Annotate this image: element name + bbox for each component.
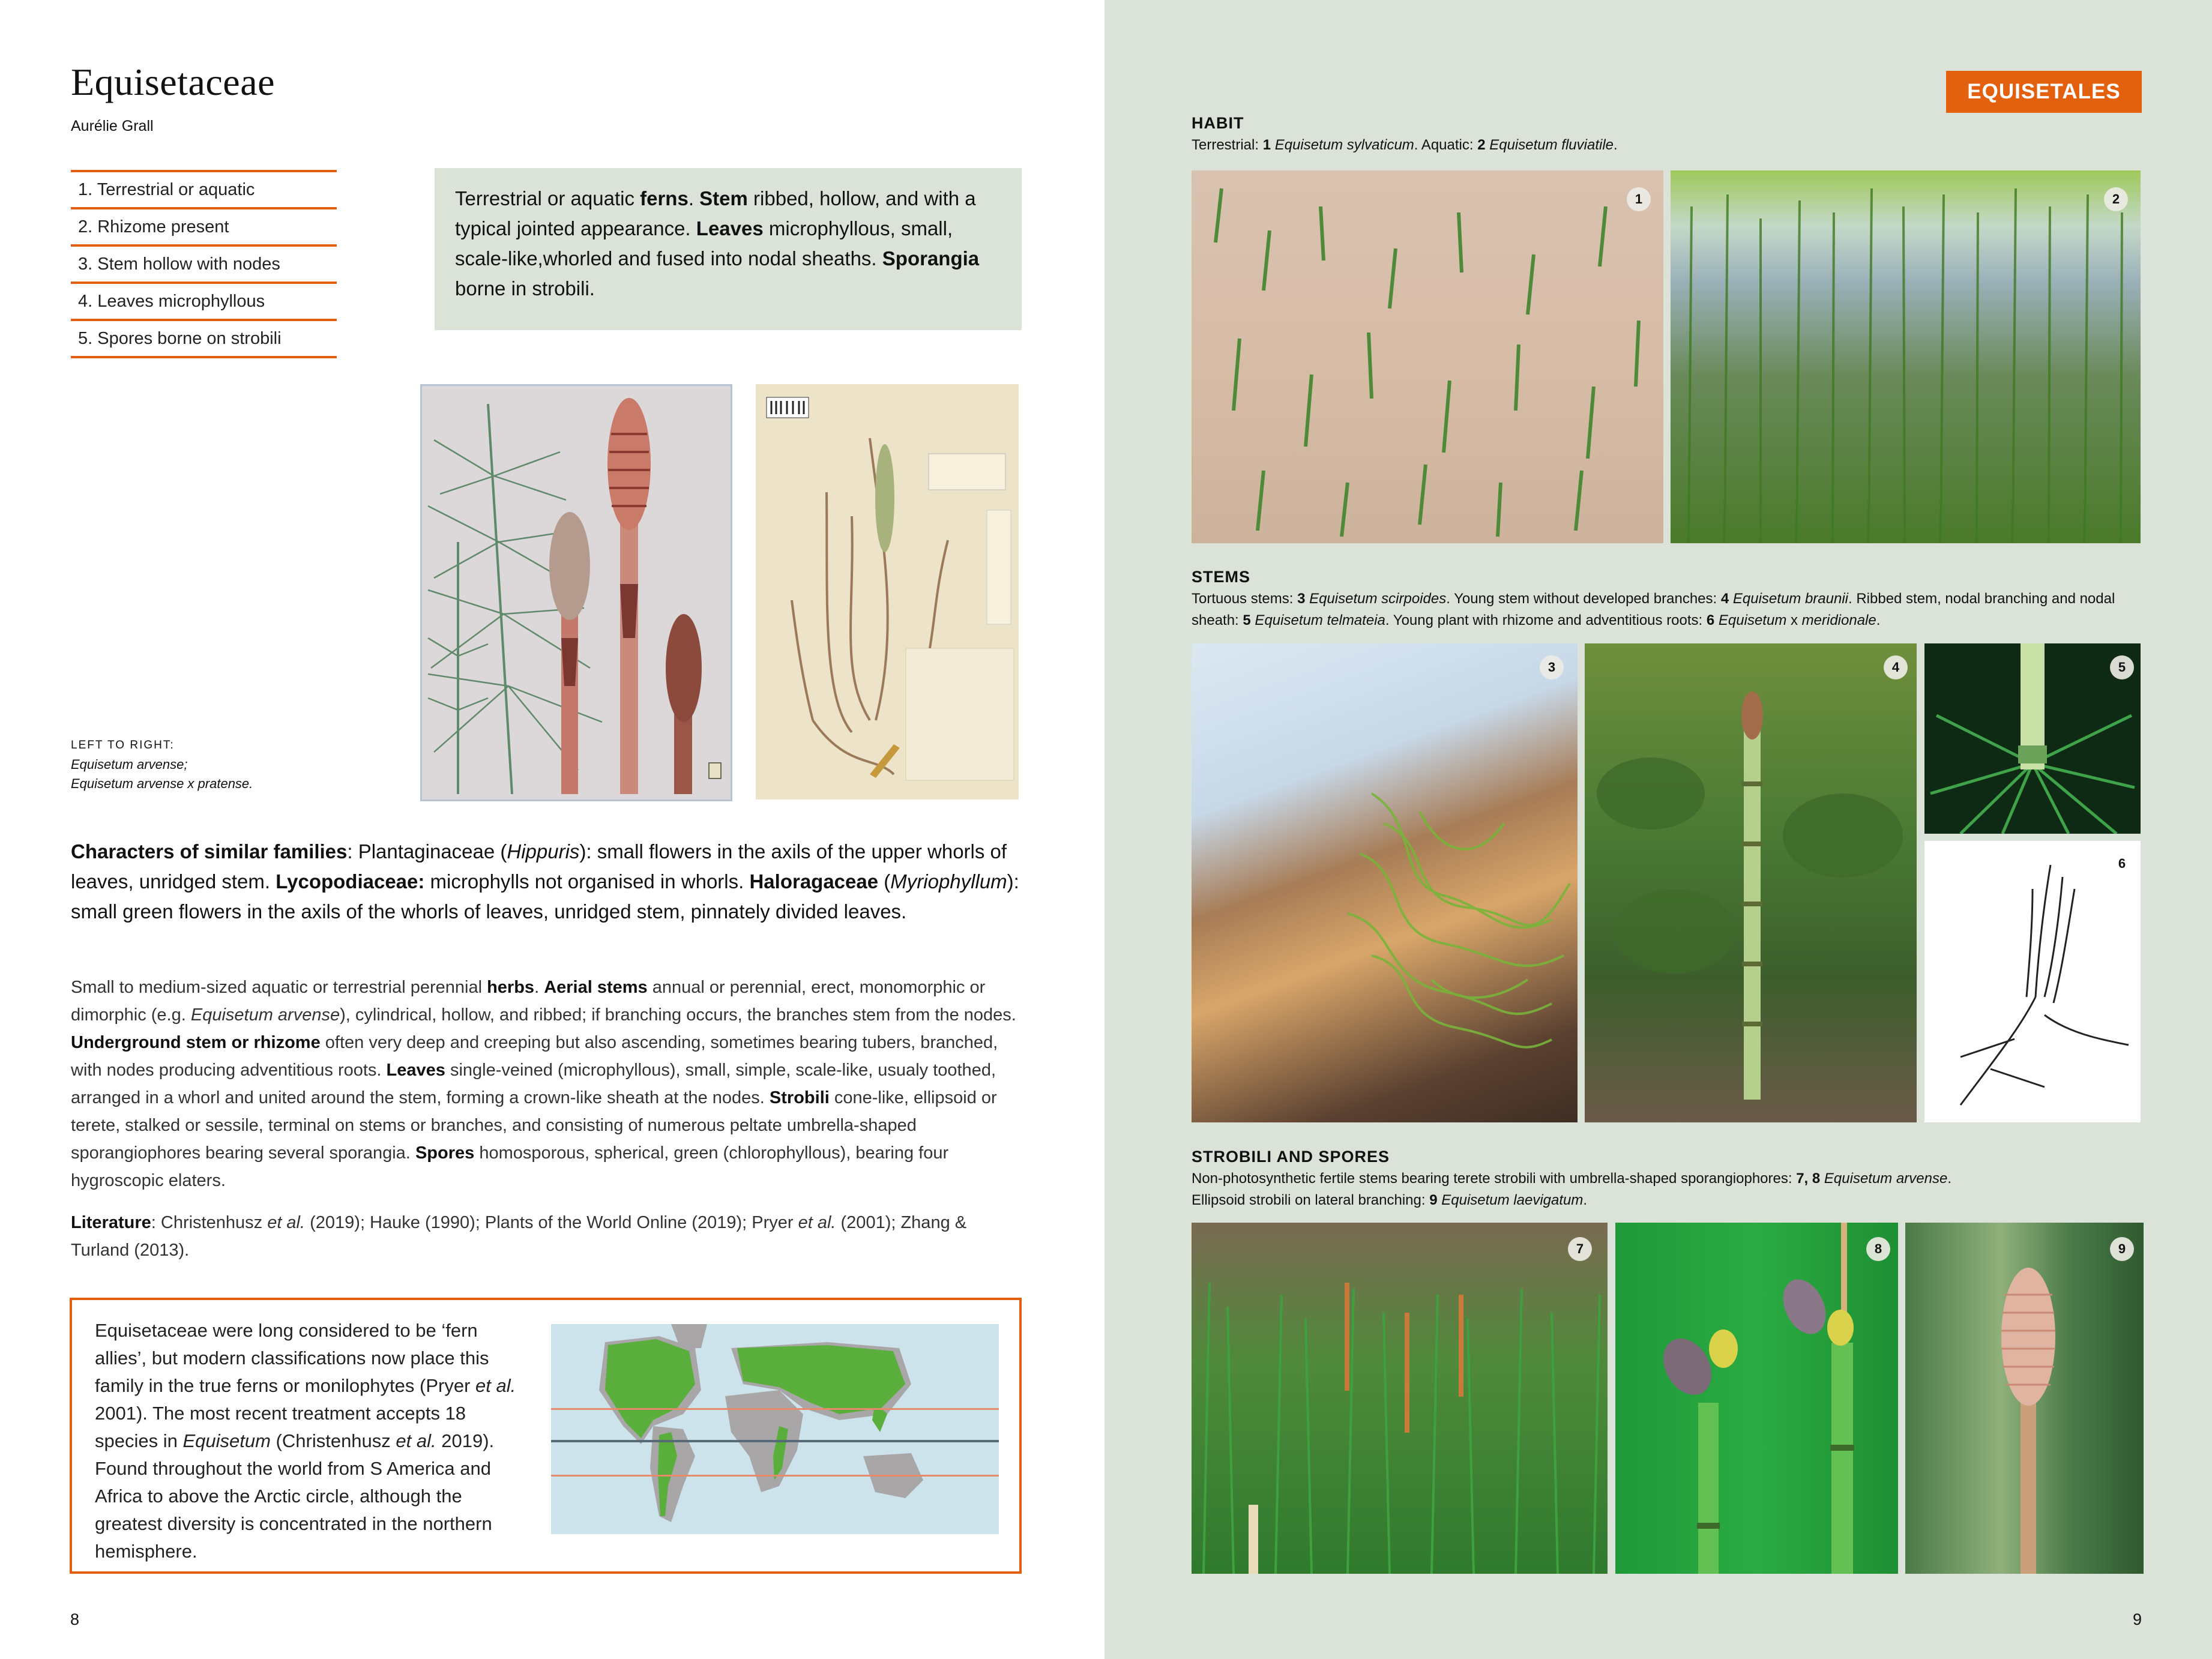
photo-number-badge: 1: [1627, 187, 1651, 211]
similar-text: ): small green flowers in the axils of the whorls of leaves, unridged stem, pinnately divided leaves.: [71, 870, 1019, 923]
photo-ref: 5: [1243, 612, 1251, 628]
desc-text: Small to medium-sized aquatic or terrestrial perennial: [71, 978, 487, 997]
cap-text: .: [1614, 137, 1618, 153]
similar-bold: Lycopodiaceae:: [276, 870, 425, 893]
page-number-right: 9: [2133, 1610, 2142, 1628]
family-title: Equisetaceae: [71, 61, 275, 103]
desc-bold: Underground stem or rhizome: [71, 1033, 321, 1052]
key-character-item: 5. Spores borne on strobili: [71, 321, 337, 358]
aquatic-stems-icon: [1671, 170, 2141, 543]
world-map-icon: [551, 1324, 999, 1534]
species-name: Equisetum scirpoides: [1305, 591, 1447, 607]
lit-italic: et al.: [798, 1213, 836, 1232]
photo-number-badge: 9: [2110, 1237, 2134, 1261]
info-italic: et al.: [396, 1430, 436, 1451]
horsetail-illustration-icon: [422, 386, 731, 799]
lit-italic: et al.: [267, 1213, 306, 1232]
literature-label: Literature: [71, 1213, 151, 1232]
summary-text: borne in strobili.: [455, 277, 595, 300]
herbarium-specimen: [756, 384, 1019, 799]
section-caption-habit: [1192, 134, 2146, 156]
photo-number-badge: 2: [2104, 187, 2128, 211]
photo-1-equisetum-sylvaticum: [1192, 170, 1663, 543]
cap-text: Non-photosynthetic fertile stems bearing terete strobili with umbrella-shaped sporangiophores:: [1192, 1170, 1797, 1187]
similar-bold: Haloragaceae: [749, 870, 879, 893]
photo-ref: 1: [1262, 137, 1271, 153]
photo-number-badge: 8: [1866, 1237, 1890, 1261]
lit-text: (2001); Zhang & Turland (2013).: [71, 1213, 967, 1260]
herbarium-specimen-icon: [756, 384, 1019, 799]
summary-text: microphyllous, small, scale-like,whorled and fused into nodal sheaths.: [455, 217, 953, 269]
similar-families-paragraph: [71, 837, 1025, 927]
author-name: Aurélie Grall: [71, 118, 154, 134]
cap-text: .: [1583, 1192, 1588, 1208]
species-name: Equisetum fluviatile: [1485, 137, 1614, 153]
photo-2-equisetum-fluviatile: [1671, 170, 2141, 543]
tortuous-stems-icon: [1192, 643, 1578, 1122]
cap-text: Tortuous stems:: [1192, 591, 1298, 607]
caption-item: Equisetum arvense;: [71, 757, 188, 772]
desc-text: homosporous, spherical, green (chlorophyllous), bearing four hygroscopic elaters.: [71, 1143, 949, 1190]
cap-text: .: [1876, 612, 1881, 628]
desc-bold: Spores: [415, 1143, 475, 1163]
photo-4-equisetum-braunii: [1585, 643, 1917, 1122]
info-text: 2001). The most recent treatment accepts 18 species in: [95, 1403, 466, 1451]
info-text: Equisetaceae were long considered to be ‘fern allies’, but modern classifications now place this family in the true ferns or monilophytes (Pryer: [95, 1320, 489, 1396]
summary-bold: Sporangia: [882, 247, 980, 269]
strobili-closeup-icon: [1615, 1223, 1898, 1574]
photo-9-equisetum-laevigatum: [1905, 1223, 2144, 1574]
desc-bold: Strobili: [769, 1088, 830, 1107]
ellipsoid-strobilus-icon: [1905, 1223, 2144, 1574]
nodal-sheath-icon: [1924, 643, 2141, 834]
section-caption-strobili: [1192, 1168, 2152, 1211]
photo-number-badge: 4: [1884, 655, 1908, 679]
similar-text: ): small flowers in the axils of the upper whorls of leaves, unridged stem.: [71, 840, 1007, 893]
species-name: Equisetum laevigatum: [1437, 1192, 1584, 1208]
photo-ref: 7, 8: [1796, 1170, 1821, 1187]
genus-name: Hippuris: [507, 840, 580, 863]
literature-references: [71, 1209, 1025, 1264]
caption-item: Equisetum arvense x pratense.: [71, 776, 253, 791]
family-description: [71, 974, 1025, 1194]
page-number-left: 8: [70, 1610, 80, 1628]
distribution-info-box: [70, 1298, 1022, 1574]
cap-text: Ellipsoid strobili on lateral branching:: [1192, 1192, 1430, 1208]
summary-bold: Leaves: [696, 217, 764, 239]
summary-text: Terrestrial or aquatic: [455, 187, 640, 209]
similar-bold: Characters of similar families: [71, 840, 348, 863]
species-name: Equisetum: [1714, 612, 1787, 628]
photo-ref: 9: [1429, 1192, 1438, 1208]
family-summary-box: [435, 168, 1022, 330]
section-title-strobili: STROBILI AND SPORES: [1192, 1148, 1390, 1166]
photo-3-equisetum-scirpoides: [1192, 643, 1578, 1122]
cap-text: Terrestrial:: [1192, 137, 1263, 153]
rhizome-drawing-icon: [1924, 841, 2141, 1122]
photo-ref: 2: [1477, 137, 1486, 153]
lit-text: (2019); Hauke (1990); Plants of the World Online (2019); Pryer: [305, 1213, 798, 1232]
genus-name: Myriophyllum: [890, 870, 1007, 893]
fertile-stems-grass-icon: [1192, 1223, 1608, 1574]
species-name: Equisetum arvense: [190, 1005, 340, 1025]
photo-8-equisetum-arvense-closeup: [1615, 1223, 1898, 1574]
terrestrial-shoots-icon: [1192, 170, 1663, 543]
info-text: (Christenhusz: [270, 1430, 396, 1451]
cap-text: . Ribbed stem, nodal branching and nodal sheath:: [1192, 591, 2115, 628]
photo-6-equisetum-meridionale-drawing: [1924, 841, 2141, 1122]
photo-number-badge: 6: [2118, 856, 2126, 871]
photo-number-badge: 3: [1540, 655, 1564, 679]
world-distribution-map: [551, 1324, 999, 1534]
photo-5-equisetum-telmateia: [1924, 643, 2141, 834]
info-italic: et al.: [475, 1375, 516, 1396]
summary-bold: ferns: [640, 187, 689, 209]
figure-caption: [71, 735, 253, 793]
photo-ref: 4: [1720, 591, 1729, 607]
cap-text: x: [1786, 612, 1802, 628]
photo-7-equisetum-arvense: [1192, 1223, 1608, 1574]
desc-text: ), cylindrical, hollow, and ribbed; if branching occurs, the branches stem from the nodes.: [340, 1005, 1016, 1025]
section-title-stems: STEMS: [1192, 568, 1251, 586]
lit-text: : Christenhusz: [151, 1213, 268, 1232]
cap-text: . Young plant with rhizome and adventitious roots:: [1385, 612, 1707, 628]
cap-text: . Aquatic:: [1414, 137, 1478, 153]
summary-text: ribbed, hollow, and with a typical jointed appearance.: [455, 187, 976, 239]
desc-text: .: [534, 978, 544, 997]
desc-text: annual or perennial, erect, monomorphic or dimorphic (e.g.: [71, 978, 986, 1025]
key-character-item: 4. Leaves microphyllous: [71, 284, 337, 321]
desc-bold: Leaves: [386, 1061, 445, 1080]
similar-text: microphylls not organised in whorls.: [424, 870, 750, 893]
key-character-item: 3. Stem hollow with nodes: [71, 247, 337, 284]
species-name: Equisetum sylvaticum: [1271, 137, 1414, 153]
similar-text: (: [878, 870, 891, 893]
section-title-habit: HABIT: [1192, 114, 1244, 132]
section-caption-stems: [1192, 588, 2152, 631]
photo-number-badge: 7: [1568, 1237, 1592, 1261]
similar-text: : Plantaginaceae (: [347, 840, 507, 863]
photo-ref: 6: [1706, 612, 1715, 628]
photo-ref: 3: [1297, 591, 1306, 607]
desc-text: cone-like, ellipsoid or terete, stalked or sessile, terminal on stems or branches, and consisting of numerous peltate umbrella-shaped sporangiophores bearing several sporangia.: [71, 1088, 997, 1163]
cap-text: .: [1947, 1170, 1952, 1187]
desc-bold: Aerial stems: [544, 978, 648, 997]
species-name: meridionale: [1801, 612, 1876, 628]
desc-text: often very deep and creeping but also ascending, sometimes bearing tubers, branched, with nodes producing adventitious roots.: [71, 1033, 998, 1080]
info-text: 2019). Found throughout the world from S America and Africa to above the Arctic circle, although the greatest diversity is concentrated in the northern hemisphere.: [95, 1430, 495, 1562]
species-name: Equisetum arvense: [1820, 1170, 1948, 1187]
key-character-item: 1. Terrestrial or aquatic: [71, 172, 337, 209]
cap-text: . Young stem without developed branches:: [1446, 591, 1721, 607]
order-badge: EQUISETALES: [1946, 71, 2142, 113]
young-stem-icon: [1585, 643, 1917, 1122]
botanical-illustration: [420, 384, 732, 801]
species-name: Equisetum braunii: [1729, 591, 1848, 607]
species-name: Equisetum telmateia: [1250, 612, 1385, 628]
key-character-item: 2. Rhizome present: [71, 209, 337, 247]
summary-bold: Stem: [699, 187, 748, 209]
desc-bold: herbs: [487, 978, 535, 997]
caption-label: LEFT TO RIGHT:: [71, 739, 175, 751]
key-characters-list: [71, 170, 337, 358]
left-page: [0, 0, 1104, 1659]
info-italic: Equisetum: [182, 1430, 271, 1451]
desc-text: single-veined (microphyllous), small, simple, scale-like, usualy toothed, arranged in a whorl and united around the stem, forming a crown-like sheath at the nodes.: [71, 1061, 996, 1107]
photo-number-badge: 5: [2110, 655, 2134, 679]
summary-text: .: [688, 187, 700, 209]
distribution-text: [95, 1317, 533, 1565]
